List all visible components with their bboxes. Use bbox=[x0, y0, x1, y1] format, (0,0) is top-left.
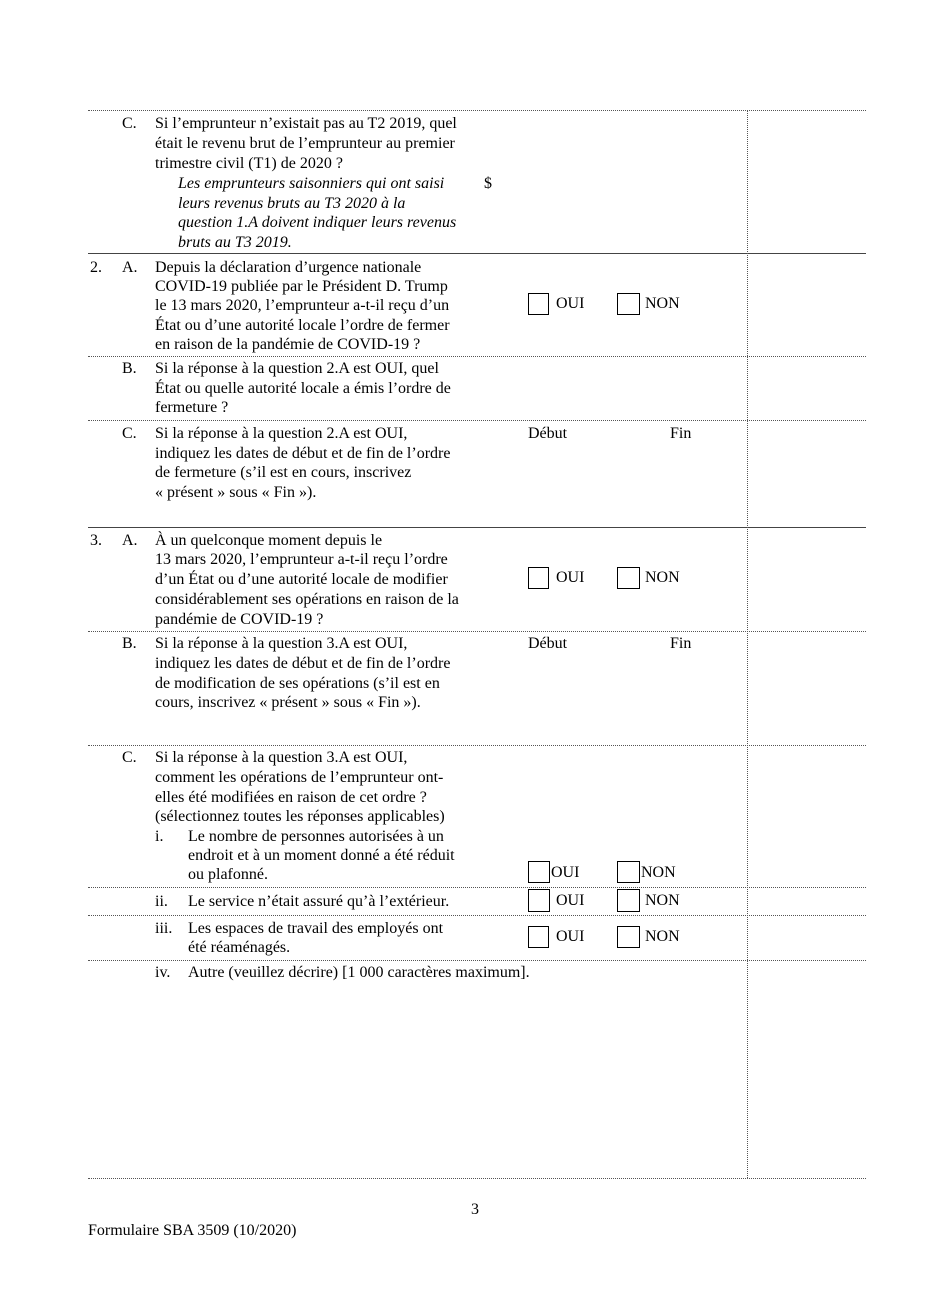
row-divider bbox=[88, 1178, 866, 1179]
row-divider bbox=[88, 960, 866, 961]
question-text: Si la réponse à la question 2.A est OUI, quel bbox=[155, 360, 439, 377]
question-text: Si la réponse à la question 3.A est OUI, bbox=[155, 749, 408, 766]
question-note: leurs revenus bruts au T3 2020 à la bbox=[178, 195, 406, 212]
q3c-ii-yes-checkbox[interactable] bbox=[528, 889, 550, 912]
question-text: de fermeture (s’il est en cours, inscrivez bbox=[155, 464, 412, 481]
other-description-textarea[interactable] bbox=[150, 988, 742, 1174]
question-text: « présent » sous « Fin »). bbox=[155, 484, 317, 501]
yes-label: OUI bbox=[551, 864, 580, 881]
question-note: bruts au T3 2019. bbox=[178, 234, 292, 251]
q3c-i-no-checkbox[interactable] bbox=[617, 861, 640, 883]
sub-item-text: endroit et à un moment donné a été réduit bbox=[188, 847, 455, 864]
question-letter: C. bbox=[122, 425, 137, 442]
question-text: le 13 mars 2020, l’emprunteur a-t-il reçu d’un bbox=[155, 297, 450, 314]
start-date-label: Début bbox=[528, 425, 568, 442]
currency-symbol: $ bbox=[484, 175, 492, 192]
question-text: était le revenu brut de l’emprunteur au premier bbox=[155, 135, 455, 152]
row-divider bbox=[88, 110, 866, 111]
sub-item-text: Les espaces de travail des employés ont bbox=[188, 920, 444, 937]
question-text: COVID-19 publiée par le Président D. Trump bbox=[155, 278, 448, 295]
question-note: question 1.A doivent indiquer leurs revenus bbox=[178, 214, 457, 231]
q3a-yes-checkbox[interactable] bbox=[528, 567, 549, 589]
question-text: de modification de ses opérations (s’il est en bbox=[155, 675, 440, 692]
q3c-iii-no-checkbox[interactable] bbox=[617, 926, 640, 948]
q3b-start-date-input[interactable] bbox=[528, 658, 638, 684]
sub-item-number: iii. bbox=[155, 920, 173, 937]
question-number: 2. bbox=[90, 259, 102, 276]
end-date-label: Fin bbox=[670, 635, 692, 652]
question-text: À un quelconque moment depuis le bbox=[155, 532, 383, 549]
yes-label: OUI bbox=[556, 569, 585, 586]
question-letter: B. bbox=[122, 635, 137, 652]
question-text: Si l’emprunteur n’existait pas au T2 2019, quel bbox=[155, 115, 457, 132]
sub-item-text: Le nombre de personnes autorisées à un bbox=[188, 828, 444, 845]
row-divider bbox=[88, 253, 866, 254]
row-divider bbox=[88, 915, 866, 916]
question-text: comment les opérations de l’emprunteur ont- bbox=[155, 769, 444, 786]
yes-label: OUI bbox=[556, 892, 585, 909]
question-text: (sélectionnez toutes les réponses applicables) bbox=[155, 808, 445, 825]
sub-item-number: ii. bbox=[155, 893, 168, 910]
question-letter: A. bbox=[122, 259, 138, 276]
question-text: considérablement ses opérations en raison de la bbox=[155, 591, 459, 608]
sub-item-text: Autre (veuillez décrire) [1 000 caractères maximum]. bbox=[188, 964, 530, 981]
no-label: NON bbox=[645, 892, 680, 909]
q3c-iii-yes-checkbox[interactable] bbox=[528, 926, 549, 948]
column-divider bbox=[747, 110, 748, 1178]
question-text: 13 mars 2020, l’emprunteur a-t-il reçu l’ordre bbox=[155, 551, 448, 568]
row-divider bbox=[88, 745, 866, 746]
sub-item-number: iv. bbox=[155, 964, 171, 981]
q3b-end-date-input[interactable] bbox=[645, 658, 740, 684]
question-text: en raison de la pandémie de COVID-19 ? bbox=[155, 336, 421, 353]
question-letter: B. bbox=[122, 360, 137, 377]
question-text: elles été modifiées en raison de cet ordre ? bbox=[155, 789, 427, 806]
question-text: fermeture ? bbox=[155, 399, 229, 416]
q2c-start-date-input[interactable] bbox=[528, 447, 638, 473]
question-text: d’un État ou d’une autorité locale de modifier bbox=[155, 571, 448, 588]
yes-label: OUI bbox=[556, 928, 585, 945]
sub-item-text: Le service n’était assuré qu’à l’extérieur. bbox=[188, 893, 450, 910]
question-text: indiquez les dates de début et de fin de l’ordre bbox=[155, 445, 451, 462]
row-divider bbox=[88, 527, 866, 528]
q2a-no-checkbox[interactable] bbox=[617, 293, 640, 315]
row-divider bbox=[88, 420, 866, 421]
yes-label: OUI bbox=[556, 295, 585, 312]
q3c-i-yes-checkbox[interactable] bbox=[528, 861, 550, 883]
question-text: pandémie de COVID-19 ? bbox=[155, 611, 324, 628]
question-text: Si la réponse à la question 2.A est OUI, bbox=[155, 425, 408, 442]
q3c-ii-no-checkbox[interactable] bbox=[617, 889, 640, 912]
sub-item-text: ou plafonné. bbox=[188, 866, 268, 883]
q2a-yes-checkbox[interactable] bbox=[528, 293, 549, 315]
question-number: 3. bbox=[90, 532, 102, 549]
sub-item-text: été réaménagés. bbox=[188, 939, 291, 956]
question-text: cours, inscrivez « présent » sous « Fin »). bbox=[155, 694, 421, 711]
row-divider bbox=[88, 631, 866, 632]
question-text: État ou quelle autorité locale a émis l’ordre de bbox=[155, 380, 451, 397]
no-label: NON bbox=[641, 864, 676, 881]
no-label: NON bbox=[645, 295, 680, 312]
end-date-label: Fin bbox=[670, 425, 692, 442]
question-text: indiquez les dates de début et de fin de l’ordre bbox=[155, 655, 451, 672]
row-divider bbox=[88, 887, 866, 888]
question-note: Les emprunteurs saisonniers qui ont saisi bbox=[178, 175, 445, 192]
no-label: NON bbox=[645, 928, 680, 945]
page-number: 3 bbox=[471, 1201, 479, 1218]
form-identifier: Formulaire SBA 3509 (10/2020) bbox=[88, 1222, 297, 1239]
question-text: Si la réponse à la question 3.A est OUI, bbox=[155, 635, 408, 652]
start-date-label: Début bbox=[528, 635, 568, 652]
authority-input[interactable] bbox=[495, 362, 740, 414]
row-divider bbox=[88, 356, 866, 357]
revenue-input[interactable] bbox=[495, 170, 740, 196]
q3a-no-checkbox[interactable] bbox=[617, 567, 640, 589]
question-text: État ou d’une autorité locale l’ordre de fermer bbox=[155, 317, 450, 334]
no-label: NON bbox=[645, 569, 680, 586]
q2c-end-date-input[interactable] bbox=[645, 447, 740, 473]
sub-item-number: i. bbox=[155, 828, 164, 845]
question-text: Depuis la déclaration d’urgence nationale bbox=[155, 259, 422, 276]
question-letter: C. bbox=[122, 115, 137, 132]
question-text: trimestre civil (T1) de 2020 ? bbox=[155, 155, 343, 172]
question-letter: C. bbox=[122, 749, 137, 766]
question-letter: A. bbox=[122, 532, 138, 549]
